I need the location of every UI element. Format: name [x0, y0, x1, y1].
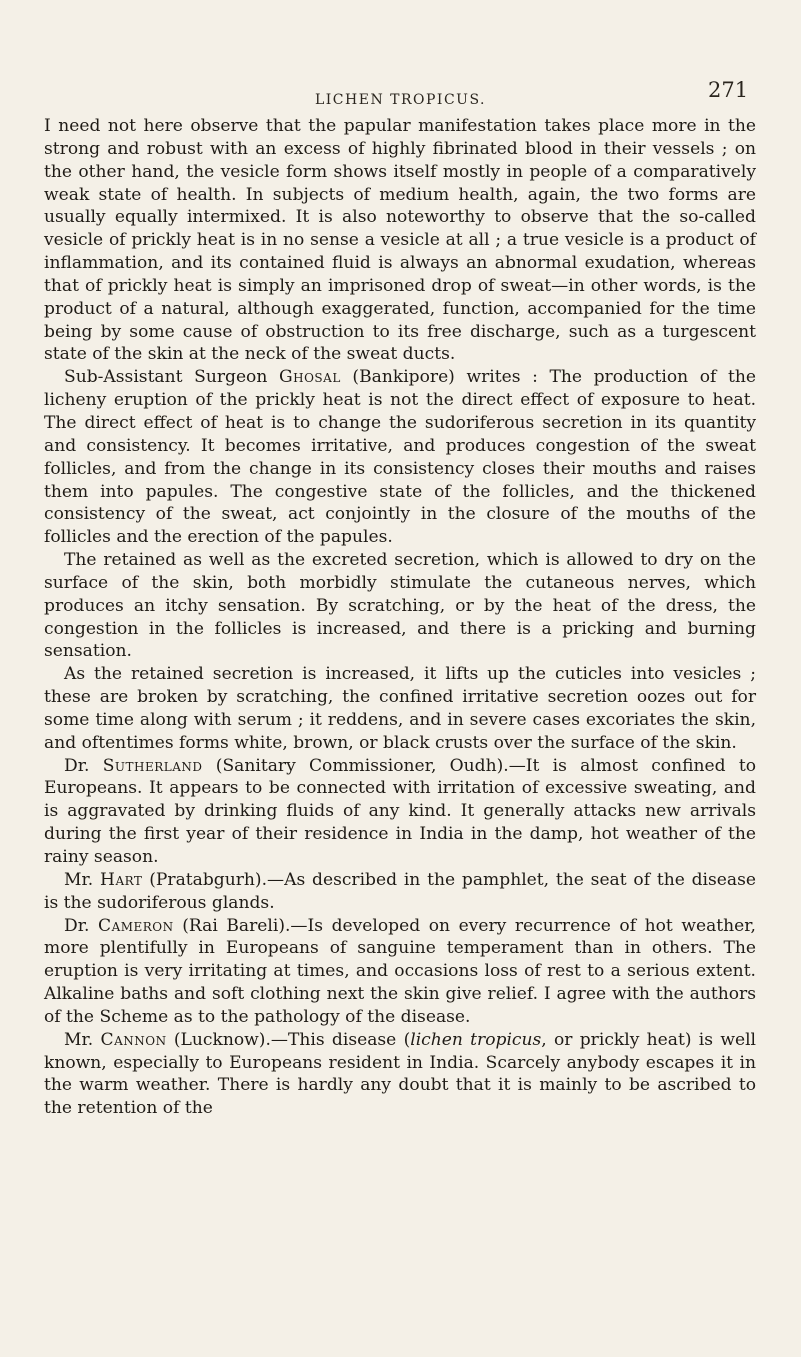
paragraph-5-prefix: Dr.	[64, 755, 103, 776]
paragraph-5	[44, 755, 756, 869]
author-name-hart: Hart	[100, 869, 143, 890]
paragraph-8-text-b: , or prickly heat) is well known, especially to Europeans resident in India. Scarcely anybody escapes it in the warm weather. There is hardly any doubt that it is mainly to be ascribed to the retention of the	[44, 1029, 756, 1119]
paragraph-3-text: The retained as well as the excreted secretion, which is allowed to dry on the surface of the skin, both morbidly stimulate the cutaneous nerves, which produces an itchy sensation. By scratching, or by the heat of the dress, the congestion in the follicles is increased, and there is a pricking and burning sensation.	[44, 550, 756, 662]
author-name-ghosal: Ghosal	[278, 367, 341, 388]
page-number: 271	[708, 78, 749, 102]
paragraph-6	[44, 869, 756, 915]
paragraph-6-prefix: Mr.	[64, 869, 101, 890]
paragraph-5-text: (Sanitary Commissioner, Oudh).—It is almost confined to Europeans. It appears to be connected with irritation of excessive sweating, and is aggravated by drinking fluids of any kind. It generally attacks new arrivals during the first year of their residence in India in the damp, hot weather of the rainy season.	[44, 755, 756, 867]
body-text	[44, 115, 756, 1120]
paragraph-2	[44, 366, 756, 549]
term-lichen-tropicus: lichen tropicus	[410, 1029, 542, 1050]
paragraph-7-text: (Rai Bareli).—Is developed on every recurrence of hot weather, more plentifully in Europeans of sanguine temperament than in others. The eruption is very irritating at times, and occasions loss of rest to a serious extent. Alkaline baths and soft clothing next the skin give relief. I agree with the authors of the Scheme as to the pathology of the disease.	[44, 915, 756, 1027]
author-name-cameron: Cameron	[97, 915, 174, 936]
paragraph-2-prefix: Sub-Assistant Surgeon	[64, 367, 279, 388]
paragraph-4	[44, 663, 756, 754]
paragraph-8-prefix: Mr.	[64, 1029, 101, 1050]
paragraph-8-text-a: (Lucknow).—This disease (	[166, 1029, 411, 1050]
paragraph-4-text: As the retained secretion is increased, it lifts up the cuticles into vesicles ; these are broken by scratching, the confined irritative secretion oozes out for some time along with serum ; it reddens, and in severe cases excoriates the skin, and oftentimes forms white, brown, or black crusts over the surface of the skin.	[44, 664, 756, 753]
paragraph-3	[44, 549, 756, 663]
paragraph-1	[44, 115, 756, 366]
paragraph-1-text: I need not here observe that the papular manifestation takes place more in the strong and robust with an excess of highly fibrinated blood in their vessels ; on the other hand, the vesicle form shows itself mostly in people of a comparatively weak state of health. In subjects of medium health, again, the two forms are usually equally intermixed. It is also noteworthy to observe that the so-called vesicle of prickly heat is in no sense a vesicle at all ; a true vesicle is a product of inflammation, and its contained fluid is always an abnormal exudation, whereas that of prickly heat is simply an imprisoned drop of sweat—in other words, is the product of a natural, although exaggerated, function, accompanied for the time being by some cause of obstruction to its free discharge, such as a turgescent state of the skin at the neck of the sweat ducts.	[44, 116, 756, 365]
author-name-sutherland: Sutherland	[102, 755, 203, 776]
paragraph-8	[44, 1029, 756, 1120]
author-name-cannon: Cannon	[100, 1029, 167, 1050]
paragraph-7-prefix: Dr.	[64, 915, 98, 936]
paragraph-2-text: (Bankipore) writes : The production of the licheny eruption of the prickly heat is not the direct effect of exposure to heat. The direct effect of heat is to change the sudoriferous secretion in its quantity and consistency. It becomes irritative, and produces congestion of the sweat follicles, and from the change in its consistency closes their mouths and raises them into papules. The congestive state of the follicles, and the thickened consistency of the sweat, act conjointly in the closure of the mouths of the follicles and the erection of the papules.	[44, 367, 756, 548]
paragraph-7	[44, 915, 756, 1029]
running-title: LICHEN TROPICUS.	[314, 92, 487, 108]
paragraph-6-text: (Pratabgurh).—As described in the pamphlet, the seat of the disease is the sudoriferous glands.	[44, 869, 756, 913]
